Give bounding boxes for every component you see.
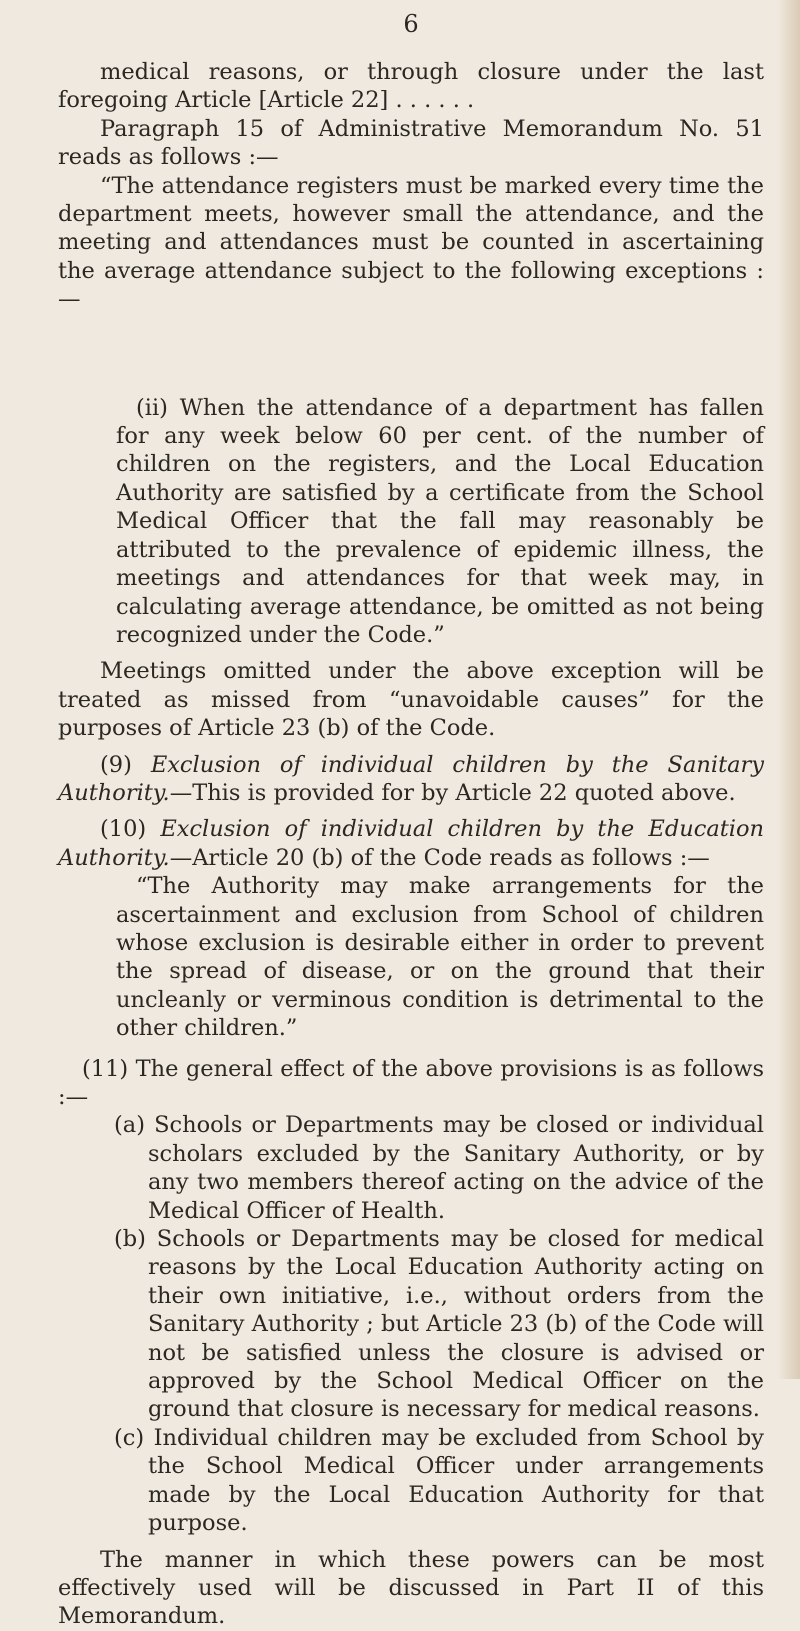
quote-article-20b: “The Authority may make arrangements for the ascertainment and exclusion from School of children whose exclusion is desirable either in order to prevent the spread of disease, or on the ground that their uncleanly or verminous condition is detrimental to the other children.” [116, 873, 764, 1042]
section-10-number: (10) [100, 816, 147, 843]
section-9-sanitary-exclusion [58, 751, 764, 808]
page-edge [778, 0, 800, 1379]
paragraph-closing: The manner in which these powers can be most effectively used will be discussed in Part II of this Memorandum. [58, 1546, 764, 1630]
paragraph-memorandum-51: Paragraph 15 of Administrative Memorandum No. 51 reads as follows :— [58, 115, 764, 171]
quote-exception-ii: (ii) When the attendance of a department has fallen for any week below 60 per cent. of the number of children on the registers, and the Local Education Authority are satisfied by a certificate from the School Medical Officer that the fall may reasonably be attributed to the prevalence of epidemic illness, the meetings and attendances for that week may, in calculating average attendance, be omitted as not being recognized under the Code.” [116, 394, 764, 648]
item-c: (c) Individual children may be excluded from School by the School Medical Officer under arrangements made by the Local Education Authority for that purpose. [114, 1424, 764, 1537]
paragraph-meetings-omitted: Meetings omitted under the above exception will be treated as missed from “unavoidable causes” for the purposes of Article 23 (b) of the Code. [58, 658, 764, 742]
section-9-number: (9) [100, 751, 132, 778]
item-a: (a) Schools or Departments may be closed or individual scholars excluded by the Sanitary Authority, or by any two members thereof acting on the advice of the Medical Officer of Health. [114, 1112, 764, 1224]
section-9-text: —This is provided for by Article 22 quoted above. [169, 779, 736, 806]
section-10-title: Exclusion of individual children by the Education Authority. [58, 816, 765, 871]
section-9-title: Exclusion of individual children by the Sanitary Authority. [58, 751, 764, 806]
omission-dots [58, 314, 764, 394]
quote-attendance-registers: “The attendance registers must be marked every time the department meets, however small the attendance, and the meeting and attendances must be counted in ascertaining the average attendance subject to the following exceptions :— [58, 172, 764, 313]
section-11-general-effect: (11) The general effect of the above provisions is as follows :— [58, 1055, 764, 1110]
section-10-text: —Article 20 (b) of the Code reads as follows :— [169, 844, 710, 871]
page-number: 6 [403, 10, 419, 38]
document-page [58, 0, 764, 1631]
item-b: (b) Schools or Departments may be closed for medical reasons by the Local Education Authority acting on their own initiative, i.e., without orders from the Sanitary Authority ; but Article 23 (b) of the Code will not be satisfied unless the closure is advised or approved by the School Medical Officer on the ground that closure is necessary for medical reasons. [114, 1226, 764, 1423]
section-10-education-exclusion [58, 815, 764, 872]
paragraph-medical-reasons: medical reasons, or through closure under the last foregoing Article [Article 22] . . . . . . [58, 59, 764, 114]
